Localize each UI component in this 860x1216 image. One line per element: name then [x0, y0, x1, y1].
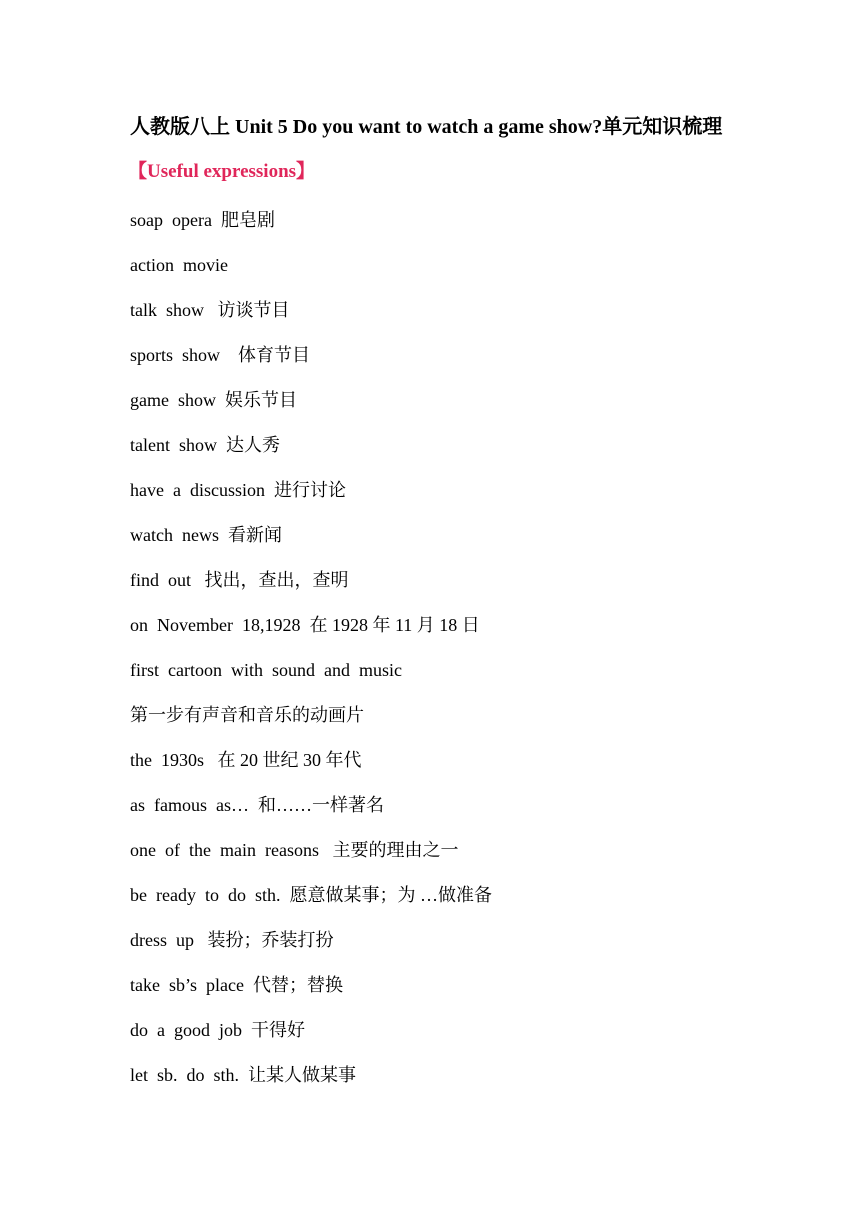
list-item: action movie	[130, 255, 228, 275]
list-item: dress up 装扮；乔装打扮	[130, 930, 334, 950]
list-item: talk show 访谈节目	[130, 300, 290, 320]
list-item: game show 娱乐节目	[130, 390, 297, 410]
list-item: sports show 体育节目	[130, 345, 311, 365]
list-item: soap opera 肥皂剧	[130, 210, 275, 230]
list-item: talent show 达人秀	[130, 435, 280, 455]
list-item: find out 找出，查出，查明	[130, 570, 349, 590]
list-item: let sb. do sth. 让某人做某事	[130, 1065, 357, 1085]
list-item: the 1930s 在 20 世纪 30 年代	[130, 750, 362, 770]
document-title: 人教版八上 Unit 5 Do you want to watch a game show?单元知识梳理	[130, 116, 723, 138]
list-item: on November 18,1928 在 1928 年 11 月 18 日	[130, 615, 480, 635]
list-item: 第一步有声音和音乐的动画片	[130, 705, 364, 725]
list-item: have a discussion 进行讨论	[130, 480, 346, 500]
list-item: take sb’s place 代替；替换	[130, 975, 343, 995]
list-item: as famous as… 和……一样著名	[130, 795, 384, 815]
expression-list	[130, 205, 492, 1105]
section-close-bracket: 】	[296, 161, 316, 182]
list-item: watch news 看新闻	[130, 525, 282, 545]
section-open-bracket: 【	[128, 161, 148, 182]
list-item: first cartoon with sound and music	[130, 660, 402, 680]
section-heading	[128, 157, 315, 187]
list-item: one of the main reasons 主要的理由之一	[130, 840, 459, 860]
list-item: be ready to do sth. 愿意做某事；为 …做准备	[130, 885, 492, 905]
list-item: do a good job 干得好	[130, 1020, 305, 1040]
section-label: Useful expressions	[147, 161, 297, 182]
